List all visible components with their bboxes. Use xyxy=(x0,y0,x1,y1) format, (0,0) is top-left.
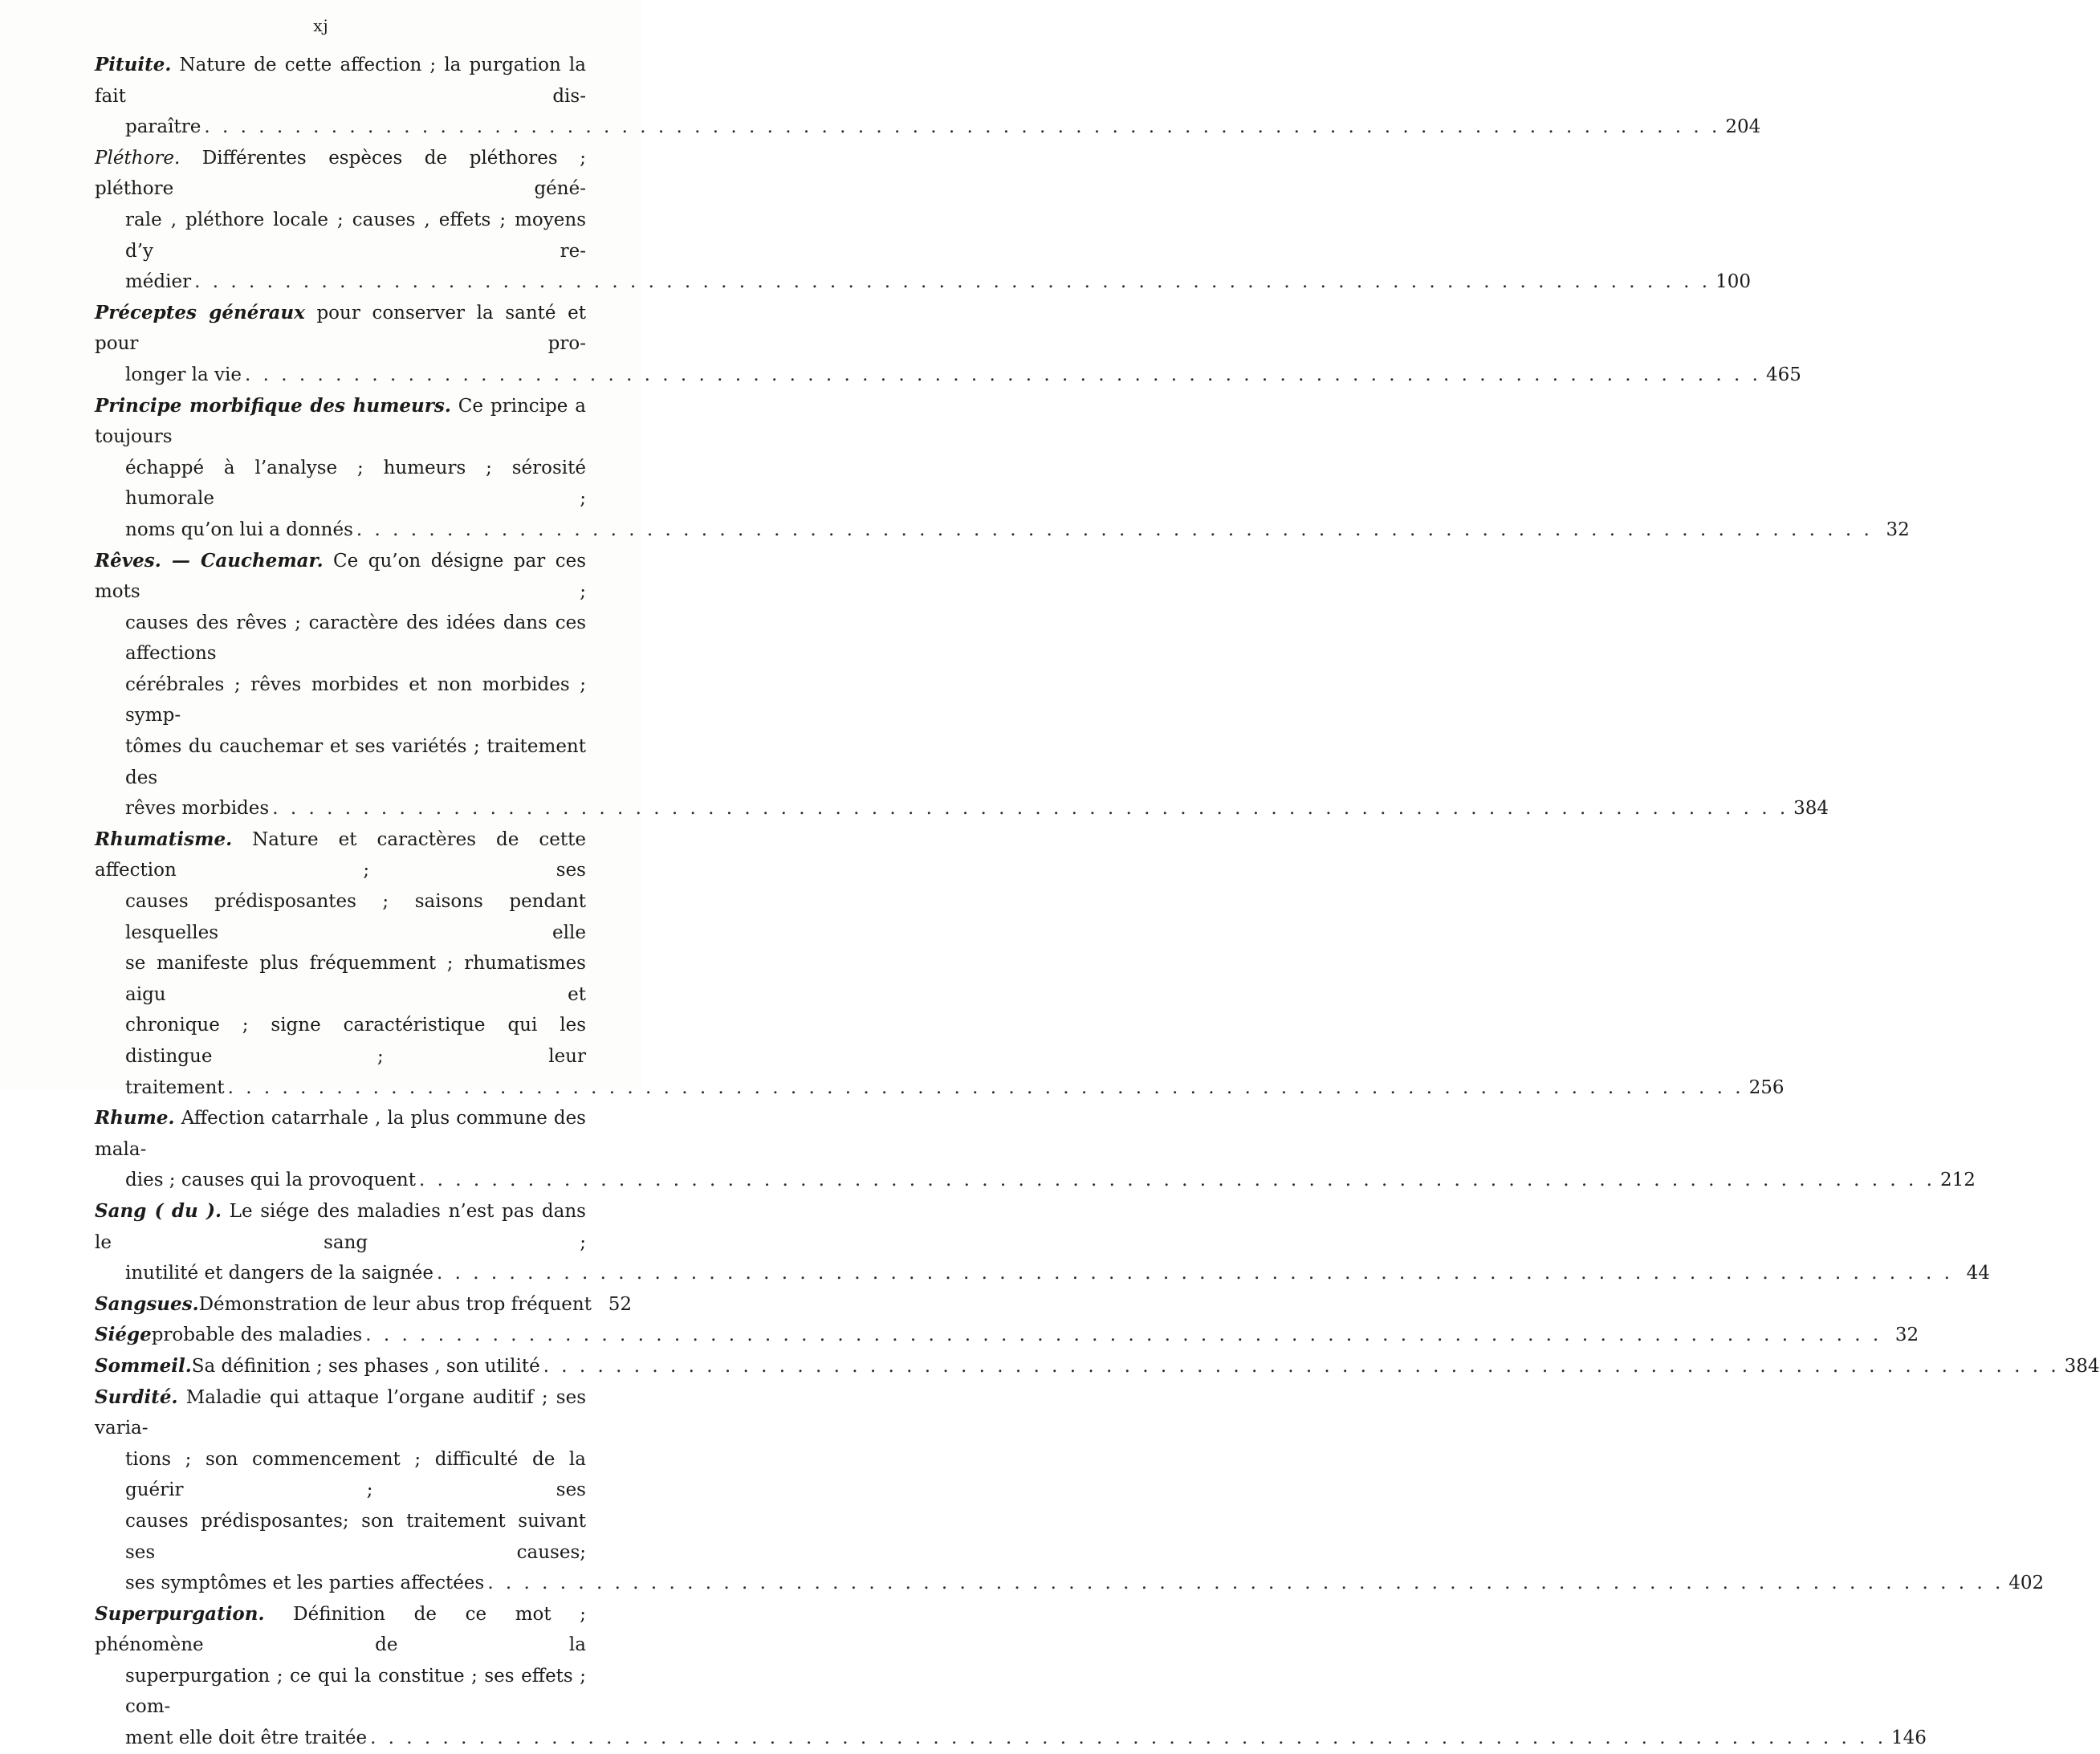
page-number: 384 xyxy=(1793,798,1829,820)
index-term: Superpurgation. xyxy=(95,1602,265,1625)
index-text: causes des rêves ; caractère des idées dans ces affections xyxy=(125,612,586,665)
index-entry-line xyxy=(95,824,586,886)
index-text: Nature de cette affection ; la purgation la fait dis- xyxy=(95,55,586,107)
index-term: Principe morbifique des humeurs. xyxy=(95,394,451,417)
dot-leader xyxy=(437,1258,1953,1289)
index-text: probable des maladies xyxy=(151,1325,363,1346)
index-entry-line xyxy=(95,1320,1919,1351)
index-text: longer la vie xyxy=(125,364,242,385)
index-entry-line xyxy=(95,1072,1785,1104)
index-entry xyxy=(95,1103,1976,1196)
page-folio: xj xyxy=(313,16,329,35)
index-term: Sangsues. xyxy=(95,1292,199,1315)
index-text: Sa définition ; ses phases , son utilité xyxy=(191,1355,540,1377)
index-entry-line xyxy=(95,1165,1976,1196)
index-entry-line xyxy=(95,1103,586,1165)
dot-leader xyxy=(228,1072,1744,1104)
index-entry xyxy=(95,1289,632,1321)
index-text: Affection catarrhale , la plus commune des mala- xyxy=(95,1108,586,1160)
index-text: rêves morbides xyxy=(125,798,270,820)
page-number: 44 xyxy=(1966,1263,1990,1284)
index-entry-line xyxy=(95,267,1751,298)
index-entry-line xyxy=(95,1506,586,1568)
dot-leader xyxy=(245,360,1761,391)
page-number: 32 xyxy=(1886,519,1910,540)
index-entry xyxy=(95,1599,1927,1754)
index-entry xyxy=(95,1351,2100,1382)
index-text: dies ; causes qui la provoquent xyxy=(125,1170,416,1191)
index-list xyxy=(95,50,2100,1754)
index-entry-line xyxy=(95,143,586,205)
index-entry-line xyxy=(95,205,586,267)
page-number: 402 xyxy=(2008,1573,2045,1594)
index-entry xyxy=(95,1196,1990,1289)
index-entry-line xyxy=(95,1568,2045,1599)
index-entry-line xyxy=(95,608,586,669)
index-entry-line xyxy=(95,453,586,515)
index-entry xyxy=(95,1320,1919,1351)
index-entry xyxy=(95,298,1801,391)
index-entry xyxy=(95,143,1751,298)
index-text: superpurgation ; ce qui la constitue ; ses effets ; com- xyxy=(125,1665,586,1718)
index-term: Rêves. — Cauchemar. xyxy=(95,549,324,572)
index-entry-line xyxy=(95,1723,1927,1754)
index-text: paraître xyxy=(125,116,201,138)
index-entry-line xyxy=(95,1382,586,1444)
index-text: Ce qu’on désigne par ces mots ; xyxy=(95,550,586,603)
index-text: tions ; son commencement ; difficulté de la guérir ; ses xyxy=(125,1448,586,1501)
index-entry-line xyxy=(95,948,586,1010)
index-term: Pléthore. xyxy=(95,147,181,169)
index-term: Préceptes généraux xyxy=(95,301,305,324)
dot-leader xyxy=(365,1320,1882,1351)
dot-leader xyxy=(272,793,1789,824)
index-text: Nature et caractères de cette affection ; ses xyxy=(95,828,586,881)
index-entry-line xyxy=(95,1661,586,1723)
index-entry-line xyxy=(95,1289,632,1321)
index-text: ses symptômes et les parties affectées xyxy=(125,1573,485,1594)
index-entry-line xyxy=(95,1599,586,1661)
index-entry-line xyxy=(95,1010,586,1072)
index-entry-line xyxy=(95,50,586,112)
index-entry-line xyxy=(95,793,1829,824)
index-text: inutilité et dangers de la saignée xyxy=(125,1263,433,1284)
index-entry-line xyxy=(95,391,586,453)
page-number: 384 xyxy=(2064,1355,2100,1377)
index-text: ment elle doit être traitée xyxy=(125,1728,368,1749)
index-term: Pituite. xyxy=(95,54,172,75)
dot-leader xyxy=(370,1723,1886,1754)
index-entry-line xyxy=(95,1444,586,1506)
page-number: 204 xyxy=(1725,116,1761,138)
index-text: médier xyxy=(125,271,192,293)
index-entry-line xyxy=(95,1258,1990,1289)
index-entry-line xyxy=(95,731,586,793)
dot-leader xyxy=(194,267,1711,298)
index-term: Sang ( du ). xyxy=(95,1199,222,1222)
index-text: pour conserver la santé et pour pro- xyxy=(95,302,586,355)
index-text: rale , pléthore locale ; causes , effets ; moyens d’y re- xyxy=(125,209,586,262)
index-text: Démonstration de leur abus trop fréquent xyxy=(198,1293,592,1315)
index-text: Maladie qui attaque l’organe auditif ; ses varia- xyxy=(95,1386,586,1439)
index-term: Rhumatisme. xyxy=(95,828,233,850)
index-text: Ce principe a toujours xyxy=(95,395,586,448)
dot-leader xyxy=(356,515,1873,546)
page-number: 100 xyxy=(1715,271,1751,293)
index-entry-line xyxy=(95,112,1761,143)
page-number: 52 xyxy=(608,1293,632,1315)
index-text: Définition de ce mot ; phénomène de la xyxy=(95,1603,586,1656)
index-text: Différentes espèces de pléthores ; pléthore géné- xyxy=(95,147,586,200)
page-number: 256 xyxy=(1748,1076,1785,1098)
page-number: 146 xyxy=(1891,1728,1927,1749)
index-text: causes prédisposantes ; saisons pendant lesquelles elle xyxy=(125,891,586,943)
index-entry-line xyxy=(95,669,586,731)
index-entry-line xyxy=(95,298,586,360)
dot-leader xyxy=(543,1351,2060,1382)
index-entry xyxy=(95,1382,2045,1599)
index-entry xyxy=(95,546,1829,824)
index-text: traitement xyxy=(125,1076,225,1098)
index-term: Siége xyxy=(95,1324,152,1346)
index-entry-line xyxy=(95,1196,586,1258)
index-text: se manifeste plus fréquemment ; rhumatismes aigu et xyxy=(125,953,586,1005)
index-text: cérébrales ; rêves morbides et non morbides ; symp- xyxy=(125,674,586,726)
dot-leader xyxy=(487,1568,2004,1599)
index-term: Sommeil. xyxy=(95,1354,192,1377)
page-number: 32 xyxy=(1894,1325,1919,1346)
dot-leader xyxy=(204,112,1720,143)
page-number: 465 xyxy=(1765,364,1801,385)
index-entry-line xyxy=(95,1351,2100,1382)
index-entry xyxy=(95,824,1785,1103)
index-entry-line xyxy=(95,360,1801,391)
index-entry xyxy=(95,50,1761,143)
index-text: tômes du cauchemar et ses variétés ; traitement des xyxy=(125,736,586,788)
dot-leader xyxy=(419,1165,1935,1196)
index-entry-line xyxy=(95,515,1910,546)
index-text: échappé à l’analyse ; humeurs ; sérosité humorale ; xyxy=(125,457,586,510)
page-number: 212 xyxy=(1939,1170,1976,1191)
index-entry-line xyxy=(95,886,586,948)
index-text: chronique ; signe caractéristique qui les distingue ; leur xyxy=(125,1015,586,1067)
index-text: Le siége des maladies n’est pas dans le sang ; xyxy=(95,1200,586,1253)
index-term: Rhume. xyxy=(95,1107,175,1129)
index-entry-line xyxy=(95,546,586,608)
index-text: noms qu’on lui a donnés xyxy=(125,519,353,540)
index-text: causes prédisposantes; son traitement suivant ses causes; xyxy=(125,1510,586,1563)
index-term: Surdité. xyxy=(95,1386,178,1408)
index-entry xyxy=(95,391,1910,546)
